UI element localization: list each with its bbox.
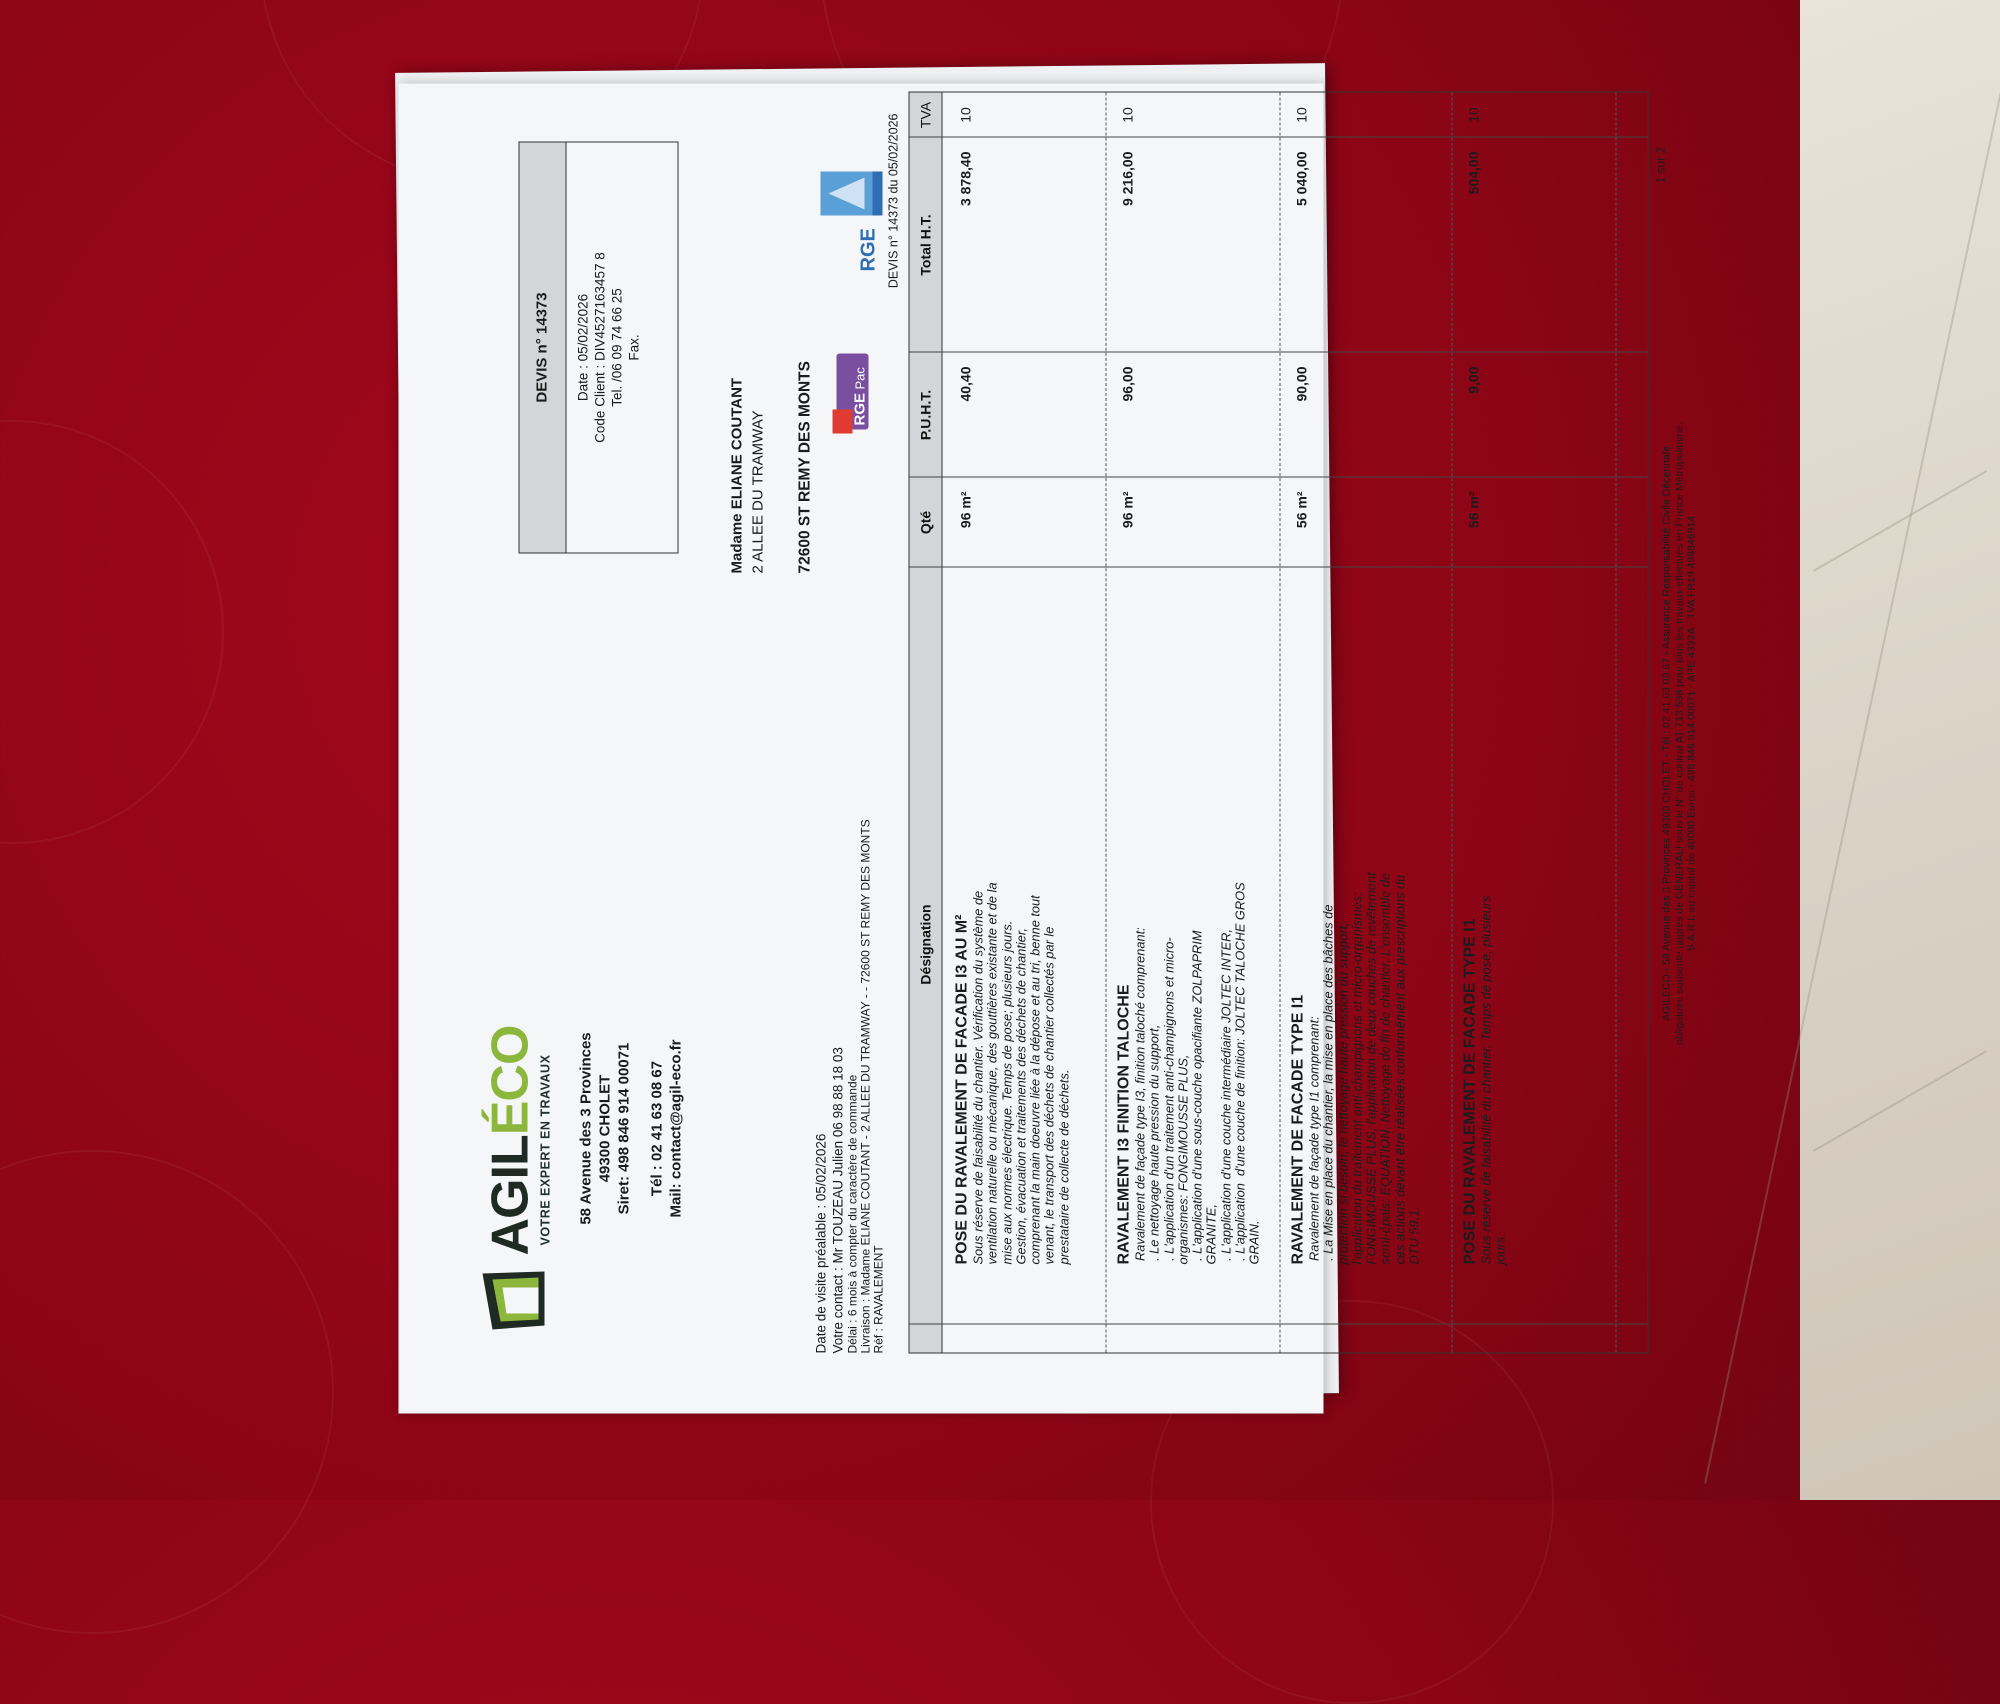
row-designation [1290, 665, 1422, 1265]
row-description-line: . L'application d'une couche de finition: JOLTEC TALOCHE GROS [1232, 882, 1248, 1265]
row-description-line: Sous réserve de faisabilité du chantier. Temps de pose, plusieurs [1478, 895, 1494, 1265]
row-unit-price: 90,00 [1293, 366, 1310, 402]
row-description-line: protection si besoin, le nettoyage haute pression du support, [1335, 922, 1351, 1265]
row-total: 9 216,00 [1119, 151, 1136, 206]
row-quantity: 56 m² [1465, 491, 1482, 529]
svg-text:Pac: Pac [852, 367, 868, 390]
row-description-line: jours. [1492, 1233, 1508, 1265]
company-address-line1: 58 Avenue des 3 Provinces [577, 1032, 595, 1225]
row-description-line: . L'application d'une sous-couche opacifiante ZOLPAPRIM [1189, 930, 1205, 1265]
row-total: 3 878,40 [957, 151, 974, 206]
quote-meta [813, 594, 886, 1354]
rge-qualibat-logo-icon [815, 166, 885, 276]
row-description-line: prestataire de collecte de déchets. [1056, 1069, 1072, 1265]
row-description-line: Ravalement de façade type I3, finition taloché comprenant: [1132, 927, 1148, 1265]
reference: Réf : RAVALEMENT [871, 1245, 886, 1354]
company-siret: Siret: 498 846 914 00071 [615, 1042, 633, 1215]
row-description-line: l'application du traitement anti-champignons et micro-organismes: [1349, 892, 1365, 1265]
company-address-block [577, 949, 686, 1309]
contact-person: Votre contact : Mr TOUZEAU Julien 06 98 88 18 03 [830, 1047, 846, 1354]
row-quantity: 96 m² [957, 491, 974, 529]
page-number: 1 sur 2 [1653, 146, 1668, 184]
row-designation [1462, 665, 1509, 1265]
floor-tiles [1800, 0, 2000, 1500]
devis-code-client: Code Client : DIV4527163457 8 [592, 252, 608, 443]
header-total-ht: Total H.T. [917, 214, 934, 276]
header-tva: TVA [917, 101, 934, 129]
row-description-line: . Le nettoyage haute pression du support, [1146, 1024, 1162, 1265]
row-description-line: GRAIN. [1246, 1220, 1262, 1265]
row-separator [1616, 93, 1617, 1353]
company-email: Mail: contact@agil-eco.fr [667, 1039, 685, 1218]
row-title: RAVALEMENT DE FACADE TYPE I1 [1289, 994, 1307, 1265]
row-separator [1280, 93, 1281, 1353]
header-puht: P.U.H.T. [917, 389, 934, 441]
row-total: 504,00 [1465, 151, 1482, 195]
row-designation [954, 665, 1072, 1265]
client-name: Madame ELIANE COUTANT [728, 377, 746, 574]
row-title: RAVALEMENT I3 FINITION TALOCHE [1115, 984, 1133, 1265]
row-description-line: organismes: FONGIMOUSSE PLUS, [1175, 1054, 1191, 1265]
row-unit-price: 9,00 [1465, 366, 1482, 394]
delivery-address: Livraison : Madame ELIANE COUTANT - 2 ALLEE DU TRAMWAY - - 72600 ST REMY DES MONTS [858, 819, 873, 1354]
quote-document [399, 84, 1698, 1414]
row-description-line: semi-épais: EQUATION. Nettoyage de fin de chantier. L'ensemble de [1377, 872, 1393, 1265]
row-description-line: ventilation naturelle ou mécanique, des gouttières existante et de la [984, 882, 1000, 1265]
svg-text:RGE: RGE [851, 392, 869, 426]
row-description-line: DTU 59.1. [1406, 1206, 1422, 1265]
tablecloth-pattern [0, 1150, 334, 1634]
row-vat: 10 [957, 107, 974, 123]
client-street: 2 ALLEE DU TRAMWAY [749, 410, 767, 574]
row-separator [1452, 93, 1453, 1353]
company-phone: Tél : 02 41 63 08 67 [648, 1060, 666, 1197]
row-total: 5 040,00 [1293, 151, 1310, 206]
row-unit-price: 96,00 [1119, 366, 1136, 402]
row-quantity: 56 m² [1293, 491, 1310, 529]
header-qte: Qté [917, 510, 934, 535]
logo-wordmark: AGILÉCO [481, 1025, 540, 1256]
delivery-delay: Délai : 6 mois à compter du caractère de commande [845, 1074, 860, 1354]
footer-line1: AGILECO - 58 Avenue des 3 Provinces 49300 CHOLET - Tél : 02 41 63 08 67 - Assurance Responsabilité Civile Décennale [1660, 446, 1673, 1021]
row-description-line: mise aux normes électrique. Temps de pose; plusieurs jours. [999, 920, 1015, 1265]
row-vat: 10 [1119, 107, 1136, 123]
row-description-line: ces actions devant être réalisées conformément aux prescriptions du [1392, 874, 1408, 1265]
devis-number-title: DEVIS n° 14373 [520, 143, 567, 553]
certification-labels [797, 146, 897, 466]
row-description-line: . La Mise en place du chantier, la mise en place des bâches de [1320, 904, 1336, 1265]
document-footer [1661, 144, 1699, 1324]
row-description-line: Sous réserve de faisabilité du chantier. Vérification du système de [970, 890, 986, 1265]
tablecloth-pattern [0, 420, 224, 844]
visit-date: Date de visite préalable : 05/02/2026 [813, 1133, 829, 1354]
table-header [910, 93, 943, 1353]
row-description-line: GRANITE, [1203, 1204, 1219, 1265]
svg-text:RGE: RGE [857, 228, 880, 272]
devis-date: Date : 05/02/2026 [575, 293, 591, 402]
row-description-line: . L'application d'une couche intermédiaire JOLTEC INTER, [1218, 929, 1234, 1265]
company-address-line2: 49300 CHOLET [596, 1074, 614, 1183]
footer-line3: S.A.R.L au capital de 40000 Euros - 498 846 914 00071 - APE 4332A - TVA FR19 498846914 [1685, 515, 1698, 952]
logo-tagline: VOTRE EXPERT EN TRAVAUX [538, 1054, 553, 1246]
building-logo-icon [479, 1264, 549, 1334]
footer-line2: obligatoire souscrite auprès de GENERALI sous le N° de contrat AT 713 538 pour tous les travaux effectués en France Métropolitaine. [1673, 422, 1685, 1045]
client-city: 72600 ST REMY DES MONTS [796, 361, 814, 574]
row-description-line: comprenant la main doeuvre liée à la dépose et au tri, benne tout [1027, 895, 1043, 1265]
company-logo [479, 974, 559, 1334]
row-quantity: 96 m² [1119, 491, 1136, 529]
devis-telephone: Tel. /06 09 74 66 25 [609, 288, 625, 407]
quote-table [909, 92, 1649, 1354]
row-description-line: FONGIMOUSSE PLUS, l'application de deux couches de revêtement [1363, 872, 1379, 1265]
row-separator [1106, 93, 1107, 1353]
row-unit-price: 40,40 [957, 366, 974, 402]
row-description-line: Ravalement de façade type I1 comprenant: [1306, 1016, 1322, 1265]
row-vat: 10 [1465, 107, 1482, 123]
row-description-line: Gestion, évacuation et traitements des déchets de chantier, [1013, 928, 1029, 1265]
row-title: POSE DU RAVALEMENT DE FACADE I3 AU M² [953, 914, 971, 1265]
rge-qualipac-logo-icon [831, 346, 875, 436]
row-designation [1116, 665, 1263, 1265]
devis-info-box [519, 142, 679, 554]
row-description-line: venant, le transport des déchets de chantier collectés par le [1041, 926, 1057, 1265]
devis-fax: Fax. [626, 334, 642, 361]
row-vat: 10 [1293, 107, 1310, 123]
row-description-line: . L'application d'un traitement anti-champignons et micro- [1161, 937, 1177, 1265]
devis-reference: DEVIS n° 14373 du 05/02/2026 [886, 113, 901, 289]
row-title: POSE DU RAVALEMENT DE FACADE TYPE I1 [1461, 918, 1479, 1265]
header-designation: Désignation [917, 904, 934, 985]
